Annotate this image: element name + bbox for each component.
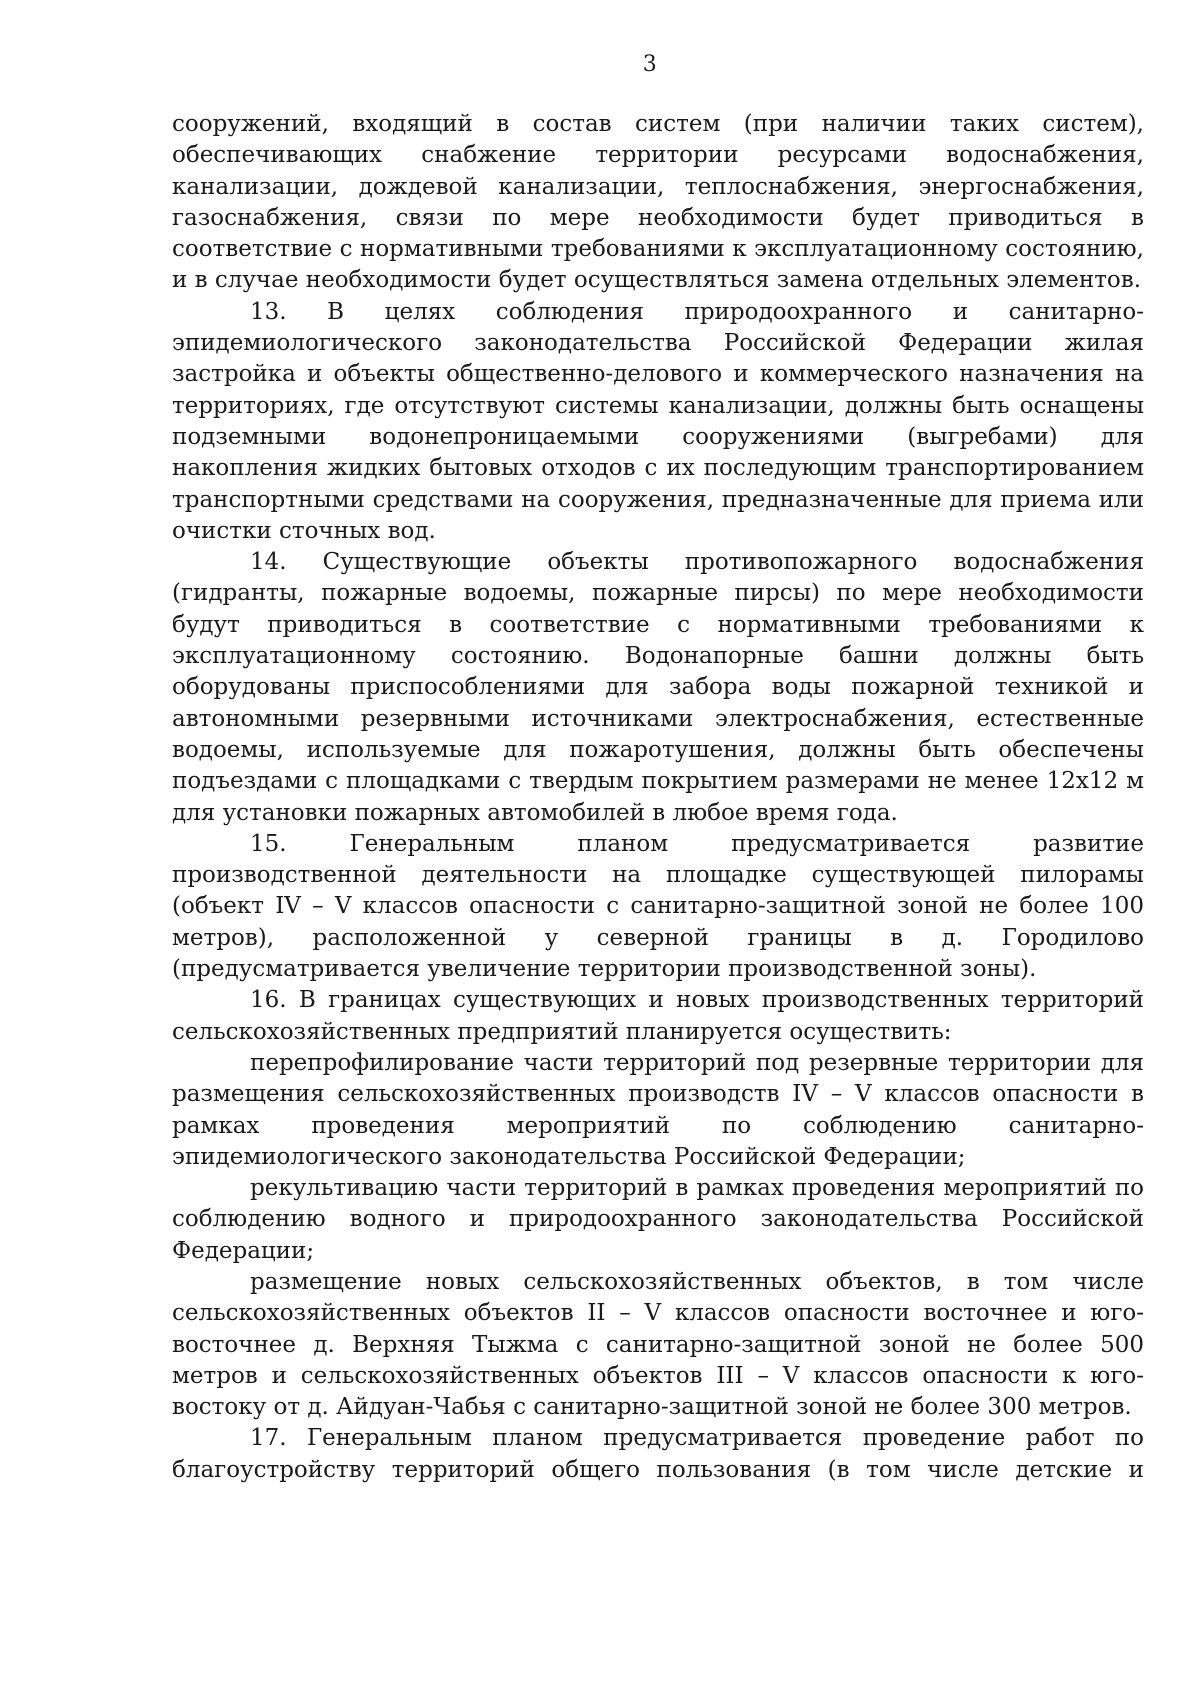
paragraph-13: 13. В целях соблюдения природоохранного и санитарно-эпидемиологического законодательства Российской Федерации жилая застройка и объекты общественно-делового и коммерческого назначения на территориях, где отсутствуют системы канализации, должны быть оснащены подземными водонепроницаемыми сооружениями (выгребами) для накопления жидких бытовых отходов с их последующим транспортированием транспортными средствами на сооружения, предназначенные для приема или очистки сточных вод. [172, 298, 1144, 544]
paragraph-14: 14. Существующие объекты противопожарного водоснабжения (гидранты, пожарные водоемы, пожарные пирсы) по мере необходимости будут приводиться в соответствие с нормативными требованиями к эксплуатационному состоянию. Водонапорные башни должны быть оборудованы приспособлениями для забора воды пожарной техникой и автономными резервными источниками электроснабжения, естественные водоемы, используемые для пожаротушения, должны быть обеспечены подъездами с площадками с твердым покрытием размерами не менее 12х12 м для установки пожарных автомобилей в любое время года. [172, 549, 1144, 826]
paragraph-16: 16. В границах существующих и новых производственных территорий сельскохозяйственных предприятий планируется осуществить: [172, 987, 1144, 1045]
paragraph-16-item-recultivation: рекультивацию части территорий в рамках проведения мероприятий по соблюдению водного и природоохранного законодательства Российской Федерации; [172, 1175, 1144, 1264]
paragraph-16-item-repurposing: перепрофилирование части территорий под резервные территории для размещения сельскохозяйственных производств IV – V классов опасности в рамках проведения мероприятий по соблюдению санитарно-эпидемиологического законодательства Российской Федерации; [172, 1049, 1144, 1170]
paragraph-15: 15. Генеральным планом предусматривается развитие производственной деятельности на площадке существующей пилорамы (объект IV – V классов опасности с санитарно-защитной зоной не более 100 метров), расположенной у северной границы в д. Городилово (предусматривается увеличение территории производственной зоны). [172, 830, 1144, 983]
paragraph-16-item-new-objects: размещение новых сельскохозяйственных объектов, в том числе сельскохозяйственных объектов II – V классов опасности восточнее и юго-восточнее д. Верхняя Тыжма с санитарно-защитной зоной не более 500 метров и сельскохозяйственных объектов III – V классов опасности к юго-востоку от д. Айдуан-Чабья с санитарно-защитной зоной не более 300 метров. [172, 1268, 1144, 1421]
page-number: 3 [642, 52, 658, 77]
document-body [172, 109, 1144, 1486]
paragraph-17: 17. Генеральным планом предусматривается проведение работ по благоустройству территорий общего пользования (в том числе детские и [172, 1425, 1144, 1483]
paragraph-continuation: сооружений, входящий в состав систем (при наличии таких систем), обеспечивающих снабжение территории ресурсами водоснабжения, канализации, дождевой канализации, теплоснабжения, энергоснабжения, газоснабжения, связи по мере необходимости будет приводиться в соответствие с нормативными требованиями к эксплуатационному состоянию, и в случае необходимости будет осуществляться замена отдельных элементов. [172, 111, 1144, 294]
